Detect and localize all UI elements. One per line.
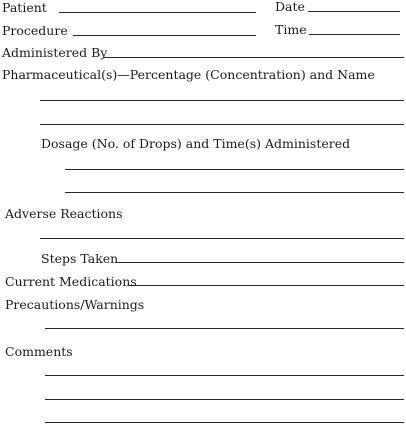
time-label: Time	[275, 22, 307, 37]
procedure-field[interactable]	[73, 35, 256, 36]
steps-taken-label: Steps Taken	[41, 251, 119, 266]
adverse-reactions-label: Adverse Reactions	[5, 206, 123, 221]
adverse-reactions-field[interactable]	[40, 238, 404, 239]
dosage-field-line-1[interactable]	[65, 169, 404, 170]
time-field[interactable]	[309, 34, 400, 35]
precautions-warnings-label: Precautions/Warnings	[5, 297, 145, 312]
comments-field-line-1[interactable]	[45, 375, 404, 376]
current-medications-field[interactable]	[128, 285, 404, 286]
date-field[interactable]	[308, 11, 400, 12]
administered-by-label: Administered By	[2, 45, 108, 60]
pharmaceuticals-field-line-1[interactable]	[40, 100, 404, 101]
steps-taken-field[interactable]	[117, 262, 404, 263]
current-medications-label: Current Medications	[5, 274, 137, 289]
administered-by-field[interactable]	[103, 57, 404, 58]
comments-field-line-2[interactable]	[45, 399, 404, 400]
pharmaceuticals-label: Pharmaceutical(s)—Percentage (Concentration) and Name	[2, 67, 375, 82]
comments-label: Comments	[5, 344, 73, 359]
precautions-warnings-field[interactable]	[45, 328, 404, 329]
patient-field[interactable]	[59, 12, 256, 13]
dosage-field-line-2[interactable]	[65, 192, 404, 193]
patient-label: Patient	[2, 0, 47, 15]
dosage-label: Dosage (No. of Drops) and Time(s) Administered	[41, 136, 351, 151]
comments-field-line-3[interactable]	[45, 422, 404, 423]
date-label: Date	[275, 0, 305, 14]
pharmaceuticals-field-line-2[interactable]	[40, 124, 404, 125]
procedure-label: Procedure	[2, 23, 68, 38]
